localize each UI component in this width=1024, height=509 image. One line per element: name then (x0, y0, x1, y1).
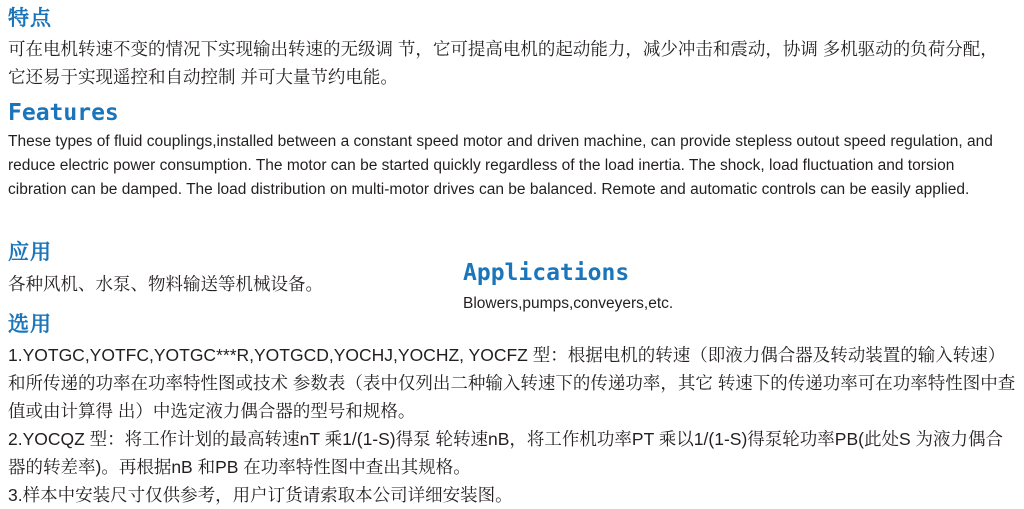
features-en-body: These types of fluid couplings,installed between a constant speed motor and driven machine, can provide stepless outout speed regulation, and reduce electric power consumption. The motor can be started quickly regardless of the load inertia. The shock, load fluctuation and torsion cibration can be damped. The load distribution on multi-motor drives can be balanced. Remote and automatic controls can be easily applied. (8, 133, 993, 198)
selection-item: 1.YOTGC,YOTFC,YOTGC***R,YOTGCD,YOCHJ,YOCHZ, YOCFZ 型：根据电机的转速（即液力偶合器及转动装置的输入转速）和所传递的功率在功率特性图或技术 参数表（表中仅列出二种输入转速下的传递功率，其它 转速下的传递功率可在功率特性图中查值或由计算得 出）中选定液力偶合器的型号和规格。 (8, 345, 1016, 421)
features-en-title: Features (8, 100, 119, 126)
applications-en-title: Applications (463, 260, 630, 286)
features-cn-body: 可在电机转速不变的情况下实现输出转速的无级调 节，它可提高电机的起动能力，减少冲击和震动，协调 多机驱动的负荷分配，它还易于实现遥控和自动控制 并可大量节约电能。 (8, 39, 998, 87)
applications-en-block (463, 260, 913, 316)
applications-cn-title: 应用 (8, 241, 52, 264)
selection-cn-title: 选用 (8, 313, 52, 336)
features-cn-title: 特点 (8, 7, 52, 30)
section-selection (8, 312, 1016, 509)
selection-item: 2.YOCQZ 型：将工作计划的最高转速nT 乘1/(1-S)得泵 轮转速nB，将工作机功率PT 乘以1/(1-S)得泵轮功率PB(此处S 为液力偶合器的转差率)。再根据nB 和PB 在功率特性图中查出其规格。 (8, 429, 1003, 477)
selection-item: 3.样本中安装尺寸仅供参考，用户订货请索取本公司详细安装图。 (8, 485, 513, 505)
applications-cn-body: 各种风机、水泵、物料输送等机械设备。 (8, 274, 323, 294)
section-features (8, 6, 1016, 202)
section-applications (8, 240, 1016, 312)
applications-row (8, 240, 1016, 312)
applications-en-body: Blowers,pumps,conveyers,etc. (463, 295, 674, 312)
applications-cn-block (8, 240, 448, 298)
